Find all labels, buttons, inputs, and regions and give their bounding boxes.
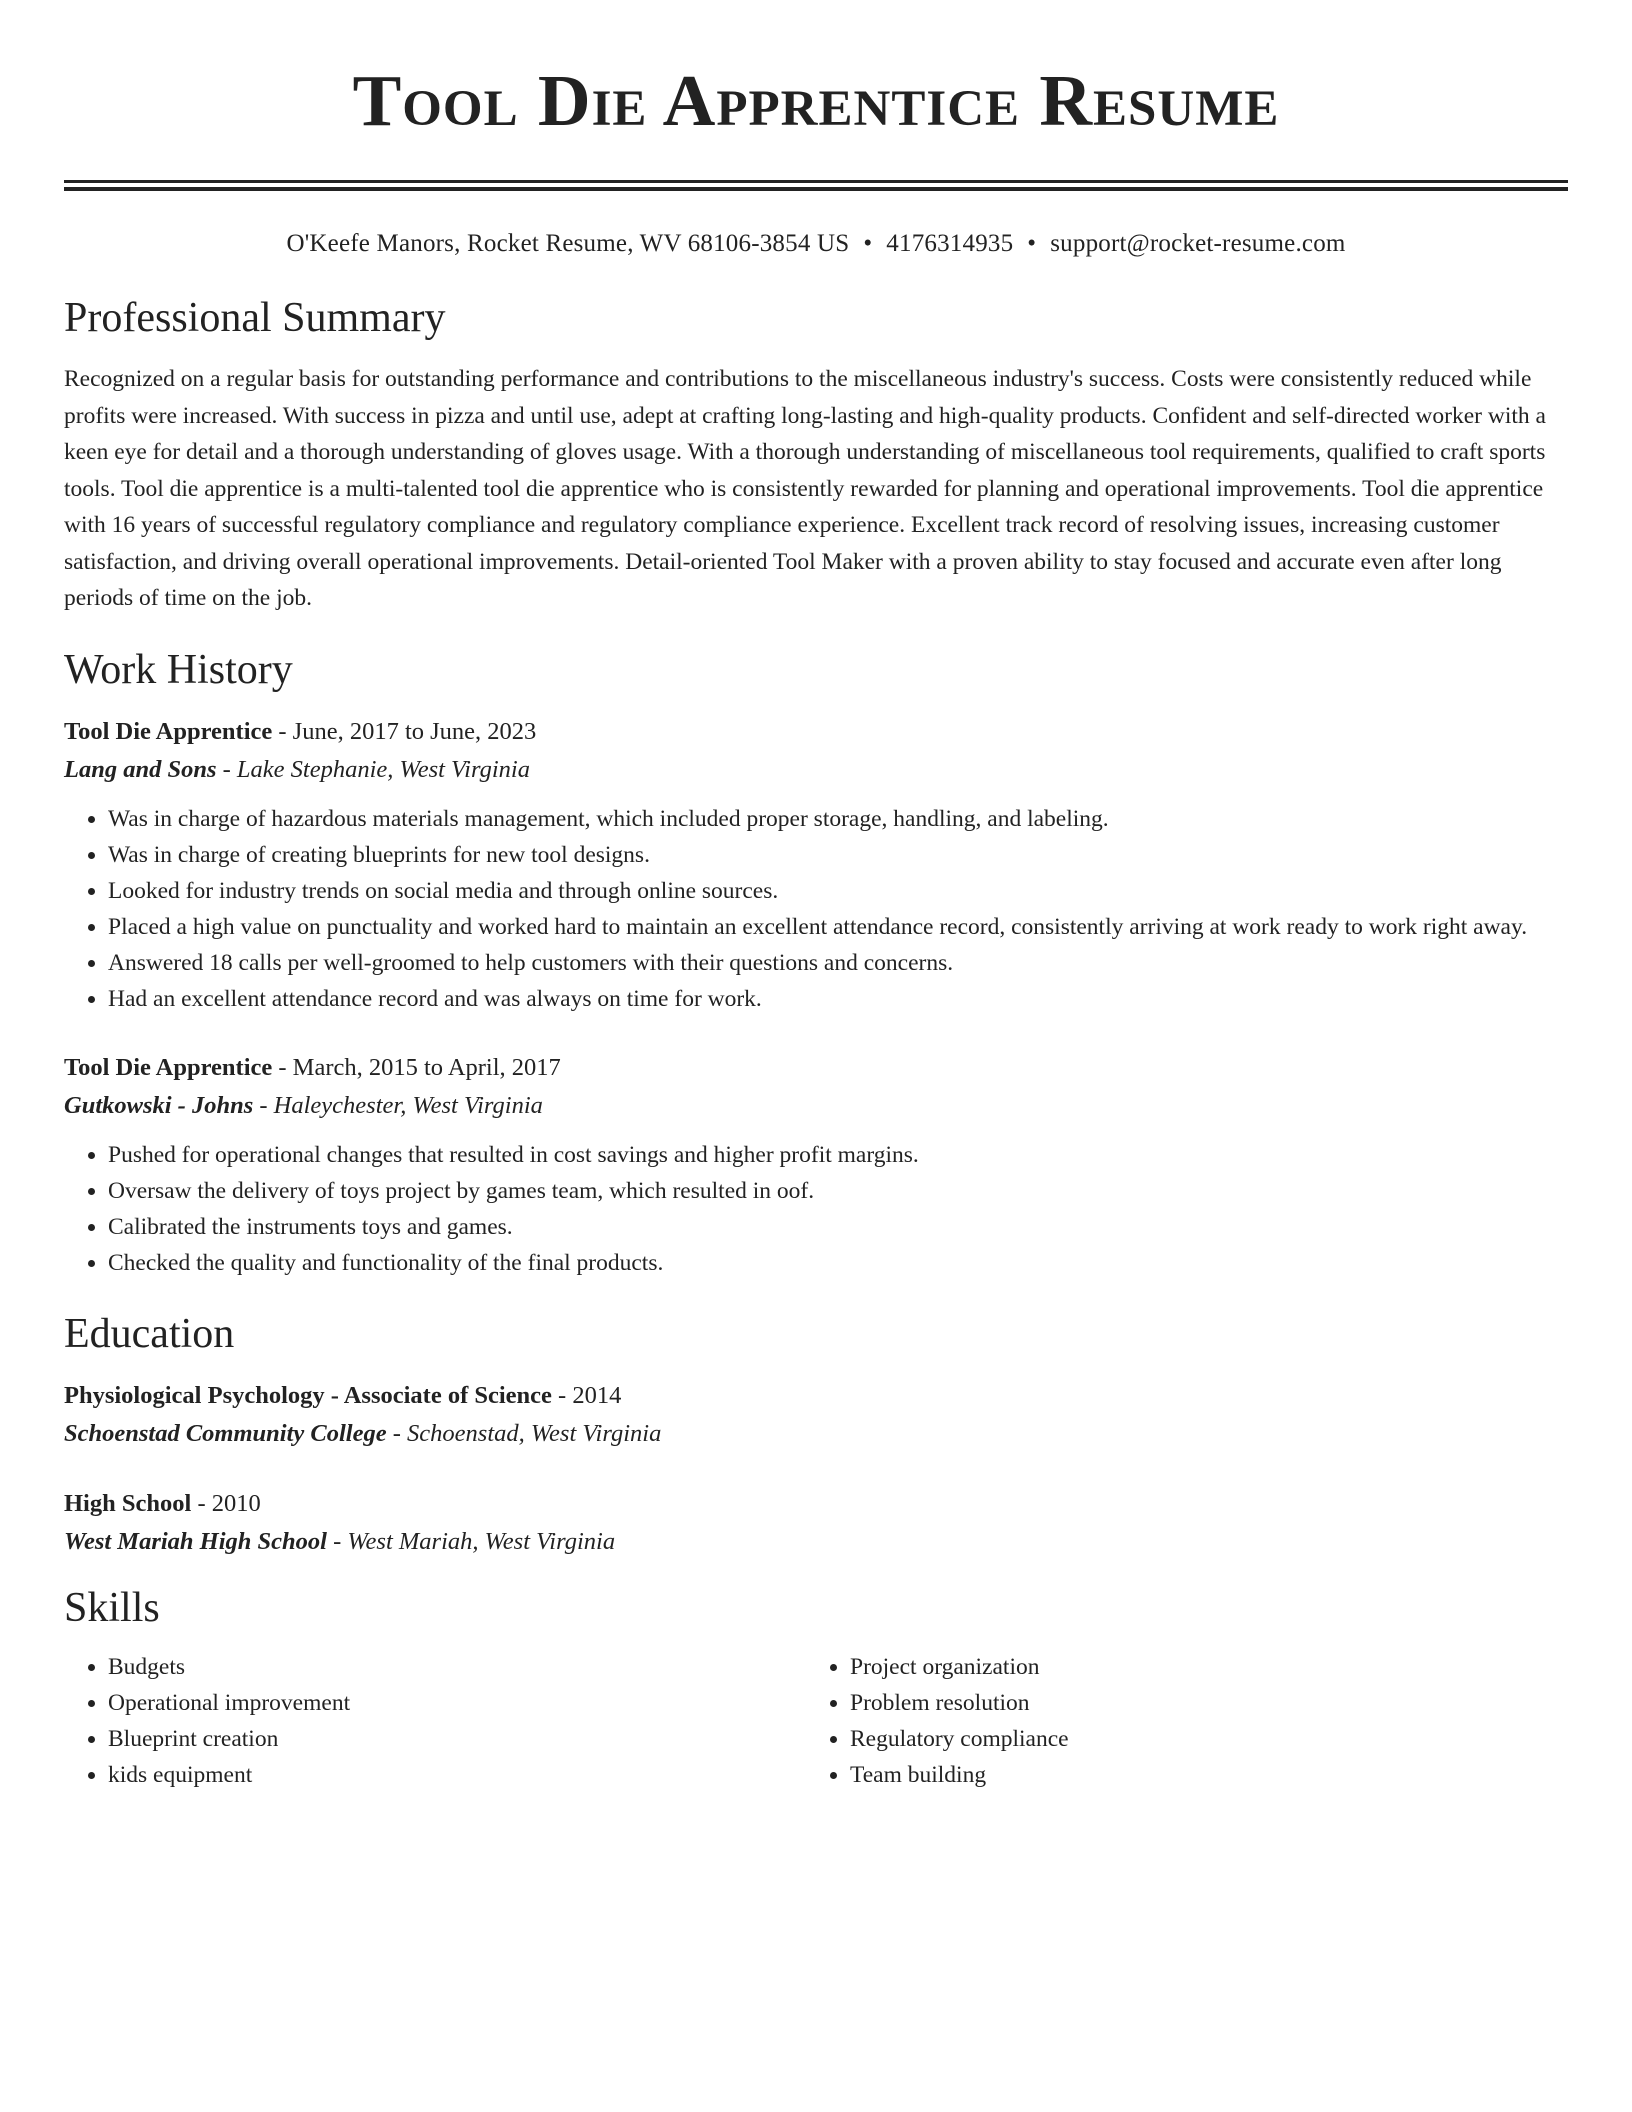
job-company-line: [64, 751, 1568, 789]
education-school-line: [64, 1415, 1568, 1453]
list-item: • Was in charge of creating blueprints for new tool designs.: [108, 837, 1568, 873]
skill-item: • Operational improvement: [108, 1685, 806, 1721]
skills-section: [64, 1581, 1568, 1793]
education-location: - West Mariah, West Virginia: [326, 1527, 616, 1555]
skills-list-left: [64, 1649, 806, 1793]
job-title: Tool Die Apprentice: [64, 717, 273, 745]
education-header: [64, 1377, 1568, 1415]
job-dates: - March, 2015 to April, 2017: [272, 1053, 561, 1081]
education-degree: High School: [64, 1489, 192, 1517]
job-header: [64, 1049, 1568, 1087]
work-history-heading: Work History: [64, 646, 293, 693]
summary-heading: Professional Summary: [64, 295, 446, 341]
skills-list-right: [806, 1649, 1548, 1793]
job-header: [64, 713, 1568, 751]
education-year: - 2010: [191, 1489, 261, 1517]
education-heading: Education: [64, 1310, 235, 1357]
skill-item: • Regulatory compliance: [850, 1721, 1548, 1757]
work-history-section: [64, 643, 1568, 1281]
list-item: • Calibrated the instruments toys and games.: [108, 1209, 1568, 1245]
job-entry: [64, 713, 1568, 1017]
title-divider: [64, 180, 1568, 191]
list-item: • Pushed for operational changes that resulted in cost savings and higher profit margins.: [108, 1137, 1568, 1173]
contact-separator: •: [1027, 230, 1037, 257]
education-year: - 2014: [551, 1381, 622, 1409]
list-item: • Placed a high value on punctuality and worked hard to maintain an excellent attendance record, consistently arriving at work ready to work right away.: [108, 909, 1568, 945]
contact-email: support@rocket-resume.com: [1050, 230, 1346, 257]
job-bullets: [64, 801, 1568, 1017]
contact-phone: 4176314935: [886, 230, 1014, 257]
skill-item: • Budgets: [108, 1649, 806, 1685]
education-school: West Mariah High School: [64, 1527, 327, 1555]
skill-item: • Team building: [850, 1757, 1548, 1793]
skills-grid: [64, 1649, 1568, 1793]
summary-text: Recognized on a regular basis for outstanding performance and contributions to the miscellaneous industry's success. Costs were consistently reduced while profits were increased. With success in pizza and until use, adept at crafting long-lasting and high-quality products. Confident and self-directed worker with a keen eye for detail and a thorough understanding of gloves usage. With a thorough understanding of miscellaneous tool requirements, qualified to craft sports tools. Tool die apprentice is a multi-talented tool die apprentice who is consistently rewarded for planning and operational improvements. Tool die apprentice with 16 years of successful regulatory compliance and regulatory compliance experience. Excellent track record of resolving issues, increasing customer satisfaction, and driving overall operational improvements. Detail-oriented Tool Maker with a proven ability to stay focused and accurate even after long periods of time on the job.: [64, 366, 1546, 611]
job-company: Lang and Sons: [64, 755, 217, 783]
education-entry: [64, 1485, 1568, 1561]
job-dates: - June, 2017 to June, 2023: [272, 717, 537, 745]
job-location: - Lake Stephanie, West Virginia: [216, 755, 530, 783]
list-item: • Had an excellent attendance record and was always on time for work.: [108, 981, 1568, 1017]
contact-line: [64, 227, 1568, 261]
job-company-line: [64, 1087, 1568, 1125]
resume-title: Tool Die Apprentice Resume: [352, 60, 1280, 141]
education-entry: [64, 1377, 1568, 1453]
list-item: • Answered 18 calls per well-groomed to help customers with their questions and concerns.: [108, 945, 1568, 981]
education-header: [64, 1485, 1568, 1523]
job-location: - Haleychester, West Virginia: [253, 1091, 543, 1119]
list-item: • Looked for industry trends on social media and through online sources.: [108, 873, 1568, 909]
job-title: Tool Die Apprentice: [64, 1053, 273, 1081]
list-item: • Oversaw the delivery of toys project by games team, which resulted in oof.: [108, 1173, 1568, 1209]
skill-item: • Problem resolution: [850, 1685, 1548, 1721]
job-bullets: [64, 1137, 1568, 1281]
education-school-line: [64, 1523, 1568, 1561]
contact-address: O'Keefe Manors, Rocket Resume, WV 68106-3854 US: [286, 230, 850, 257]
summary-section: [64, 291, 1568, 617]
contact-separator: •: [863, 230, 873, 257]
skills-heading: Skills: [64, 1584, 160, 1631]
skill-item: • kids equipment: [108, 1757, 806, 1793]
job-entry: [64, 1049, 1568, 1281]
list-item: • Was in charge of hazardous materials management, which included proper storage, handling, and labeling.: [108, 801, 1568, 837]
skill-item: • Blueprint creation: [108, 1721, 806, 1757]
skill-item: • Project organization: [850, 1649, 1548, 1685]
education-degree: Physiological Psychology - Associate of Science: [64, 1381, 552, 1409]
education-location: - Schoenstad, West Virginia: [386, 1419, 662, 1447]
education-section: [64, 1307, 1568, 1561]
education-school: Schoenstad Community College: [64, 1419, 387, 1447]
list-item: • Checked the quality and functionality of the final products.: [108, 1245, 1568, 1281]
job-company: Gutkowski - Johns: [64, 1091, 254, 1119]
